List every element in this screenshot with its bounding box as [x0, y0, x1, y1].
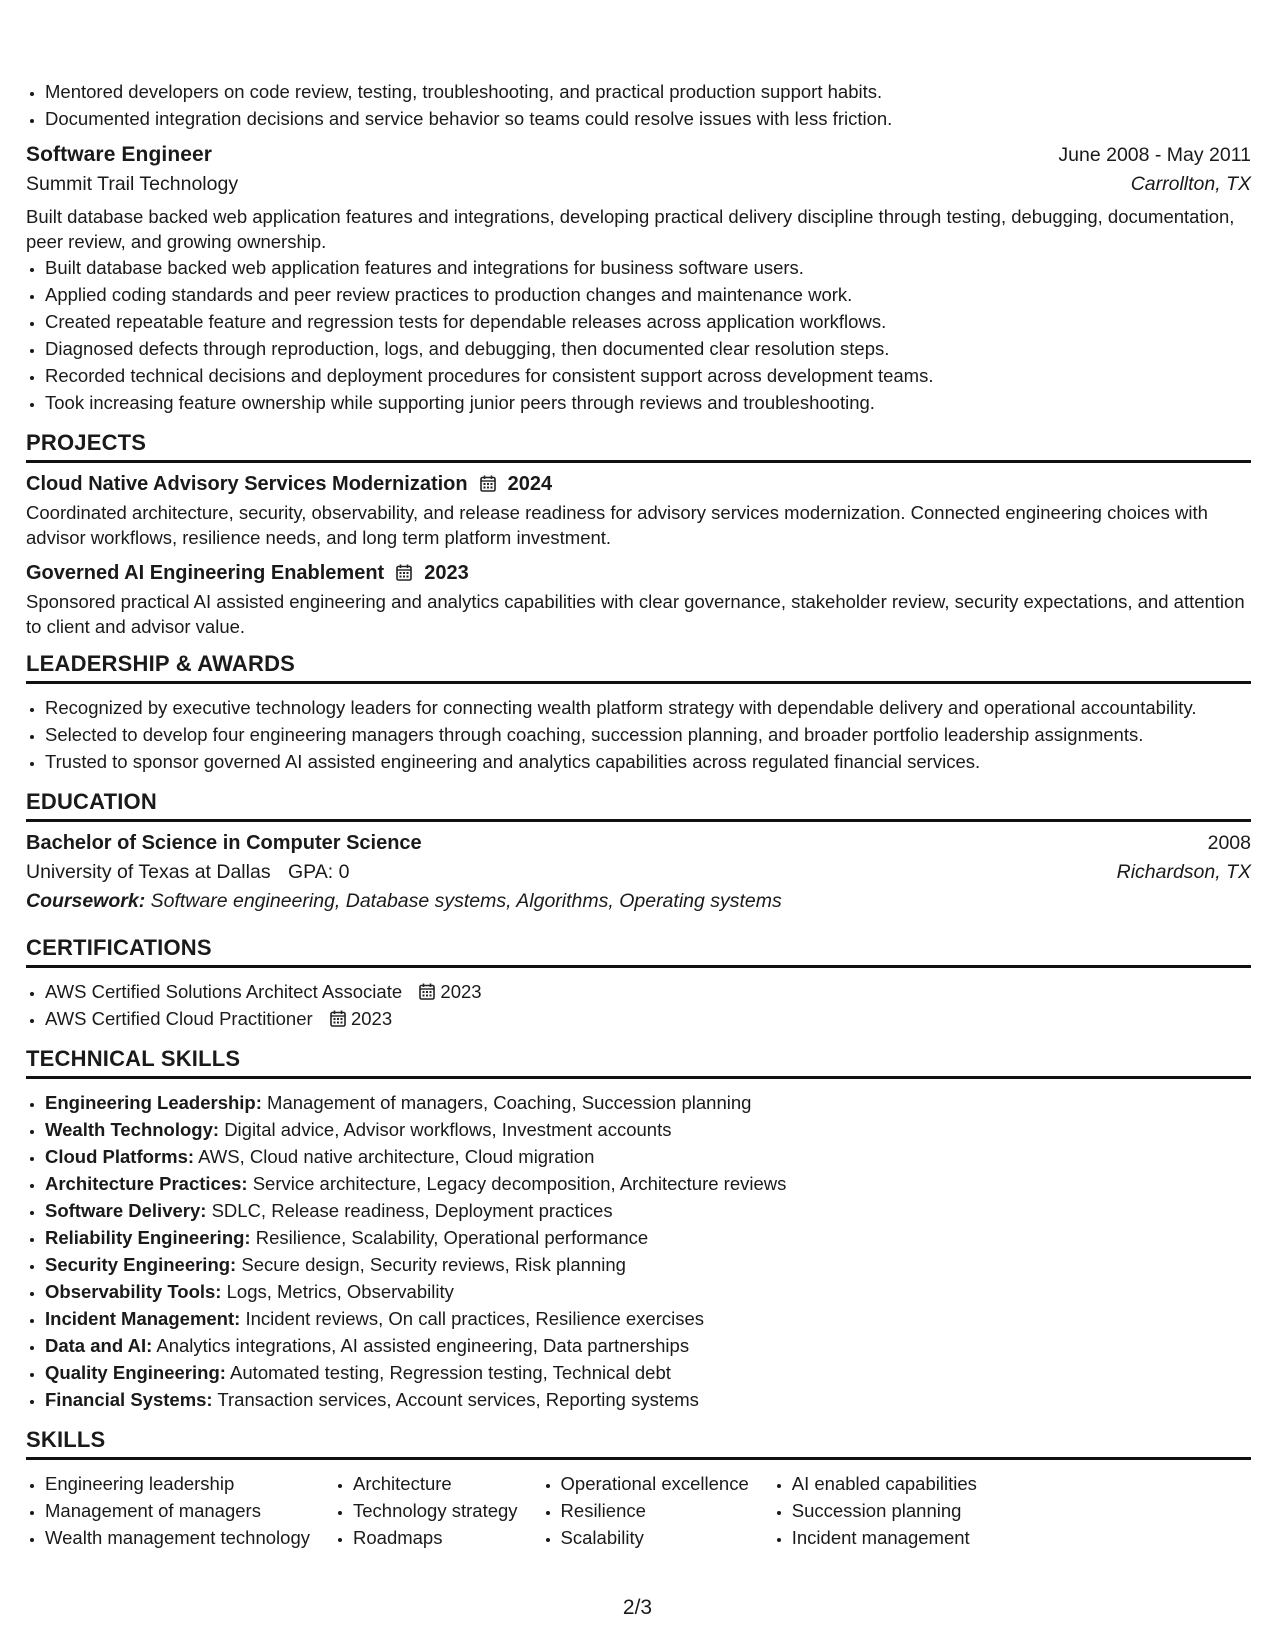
section-heading: LEADERSHIP & AWARDS — [26, 651, 1251, 684]
list-item: • Mentored developers on code review, testing, troubleshooting, and practical production support habits. — [45, 78, 1251, 105]
job-bullets — [26, 254, 1251, 416]
certification-year: 2023 — [350, 1008, 393, 1029]
list-item — [45, 1278, 1251, 1305]
skills-section — [26, 1427, 1251, 1551]
list-item — [45, 1251, 1251, 1278]
skills-column — [542, 1470, 749, 1551]
list-item: • Documented integration decisions and service behavior so teams could resolve issues with less friction. — [45, 105, 1251, 132]
projects-section — [26, 430, 1251, 639]
education-year: 2008 — [1207, 832, 1251, 854]
job-location: Carrollton, TX — [1130, 173, 1251, 195]
list-item: • Selected to develop four engineering managers through coaching, succession planning, and broader portfolio leadership assignments. — [45, 721, 1251, 748]
leadership-bullets — [26, 694, 1251, 775]
skill-category: Quality Engineering: — [45, 1362, 226, 1383]
skill-values: Analytics integrations, AI assisted engineering, Data partnerships — [156, 1335, 690, 1356]
project-year: 2024 — [507, 473, 553, 495]
project-year: 2023 — [424, 562, 469, 584]
list-item: • Trusted to sponsor governed AI assisted engineering and analytics capabilities across regulated financial services. — [45, 748, 1251, 775]
calendar-icon — [419, 981, 435, 1002]
project-name: Governed AI Engineering Enablement — [26, 562, 385, 584]
skill-category: Architecture Practices: — [45, 1173, 248, 1194]
project-description: Sponsored practical AI assisted engineering and analytics capabilities with clear governance, stakeholder review, security expectations, and attention to client and advisor value. — [26, 591, 1245, 637]
list-item: • AI enabled capabilities — [792, 1470, 977, 1497]
skills-grid — [26, 1470, 1251, 1551]
resume-page — [26, 78, 1251, 1551]
list-item: • Scalability — [561, 1524, 749, 1551]
list-item: • Succession planning — [792, 1497, 977, 1524]
project-description: Coordinated architecture, security, observability, and release readiness for advisory services modernization. Connected engineering choices with advisor workflows, resilience needs, and long term platform investment. — [26, 502, 1208, 548]
skill-values: Resilience, Scalability, Operational performance — [255, 1227, 649, 1248]
skills-column — [26, 1470, 310, 1551]
calendar-icon — [480, 473, 496, 496]
job-company: Summit Trail Technology — [26, 173, 239, 195]
education-gpa: GPA: 0 — [288, 861, 350, 883]
leadership-section — [26, 651, 1251, 775]
section-heading: SKILLS — [26, 1427, 1251, 1460]
project-heading — [26, 473, 1251, 496]
skill-values: SDLC, Release readiness, Deployment practices — [211, 1200, 613, 1221]
education-school: University of Texas at Dallas — [26, 861, 271, 883]
list-item — [45, 1005, 1251, 1032]
skill-values: Logs, Metrics, Observability — [226, 1281, 454, 1302]
skill-category: Cloud Platforms: — [45, 1146, 195, 1167]
project-name: Cloud Native Advisory Services Modernization — [26, 473, 468, 495]
list-item — [45, 1386, 1251, 1413]
list-item: • Built database backed web application features and integrations for business software users. — [45, 254, 1251, 281]
list-item — [45, 1359, 1251, 1386]
skill-category: Observability Tools: — [45, 1281, 222, 1302]
skill-values: AWS, Cloud native architecture, Cloud migration — [198, 1146, 595, 1167]
skill-values: Management of managers, Coaching, Succession planning — [267, 1092, 752, 1113]
list-item: • Operational excellence — [561, 1470, 749, 1497]
list-item: • Wealth management technology — [45, 1524, 310, 1551]
skill-values: Incident reviews, On call practices, Resilience exercises — [245, 1308, 705, 1329]
certifications-list — [26, 978, 1251, 1032]
skill-category: Security Engineering: — [45, 1254, 237, 1275]
list-item — [45, 1197, 1251, 1224]
coursework-list: Software engineering, Database systems, Algorithms, Operating systems — [150, 890, 782, 912]
technical-skills-list — [26, 1089, 1251, 1413]
section-heading: PROJECTS — [26, 430, 1251, 463]
job-dates: June 2008 - May 2011 — [1058, 144, 1251, 166]
list-item — [45, 1143, 1251, 1170]
list-item: • Applied coding standards and peer review practices to production changes and maintenance work. — [45, 281, 1251, 308]
skill-category: Financial Systems: — [45, 1389, 213, 1410]
education-section — [26, 789, 1251, 913]
list-item — [45, 978, 1251, 1005]
education-location: Richardson, TX — [1116, 861, 1251, 883]
section-heading: CERTIFICATIONS — [26, 935, 1251, 968]
list-item — [45, 1089, 1251, 1116]
list-item — [45, 1170, 1251, 1197]
list-item — [45, 1332, 1251, 1359]
list-item: • Technology strategy — [353, 1497, 518, 1524]
skill-values: Transaction services, Account services, Reporting systems — [217, 1389, 699, 1410]
experience-tail-bullets — [26, 78, 1251, 132]
skill-category: Engineering Leadership: — [45, 1092, 262, 1113]
section-heading: TECHNICAL SKILLS — [26, 1046, 1251, 1079]
skill-category: Reliability Engineering: — [45, 1227, 251, 1248]
certifications-section — [26, 935, 1251, 1032]
coursework — [26, 890, 1251, 913]
list-item: • Recognized by executive technology leaders for connecting wealth platform strategy with dependable delivery and operational accountability. — [45, 694, 1251, 721]
calendar-icon — [330, 1008, 346, 1029]
list-item — [45, 1305, 1251, 1332]
list-item: • Architecture — [353, 1470, 518, 1497]
page-number: 2/3 — [622, 1596, 653, 1619]
skill-values: Secure design, Security reviews, Risk planning — [241, 1254, 626, 1275]
list-item: • Management of managers — [45, 1497, 310, 1524]
certification-year: 2023 — [440, 981, 482, 1002]
list-item: • Created repeatable feature and regression tests for dependable releases across application workflows. — [45, 308, 1251, 335]
list-item — [45, 1224, 1251, 1251]
certification-name: AWS Certified Cloud Practitioner — [45, 1008, 313, 1029]
calendar-icon — [396, 562, 412, 585]
education-degree: Bachelor of Science in Computer Science — [26, 832, 422, 854]
skill-values: Digital advice, Advisor workflows, Investment accounts — [224, 1119, 672, 1140]
list-item — [45, 1116, 1251, 1143]
list-item: • Roadmaps — [353, 1524, 518, 1551]
skill-values: Automated testing, Regression testing, Technical debt — [230, 1362, 671, 1383]
project-heading — [26, 562, 1251, 585]
list-item: • Took increasing feature ownership while supporting junior peers through reviews and troubleshooting. — [45, 389, 1251, 416]
skill-values: Service architecture, Legacy decomposition, Architecture reviews — [252, 1173, 787, 1194]
certification-name: AWS Certified Solutions Architect Associate — [45, 981, 403, 1002]
list-item: • Diagnosed defects through reproduction, logs, and debugging, then documented clear resolution steps. — [45, 335, 1251, 362]
list-item: • Recorded technical decisions and deployment procedures for consistent support across development teams. — [45, 362, 1251, 389]
list-item: • Resilience — [561, 1497, 749, 1524]
skills-column — [334, 1470, 518, 1551]
list-item: • Engineering leadership — [45, 1470, 310, 1497]
technical-skills-section — [26, 1046, 1251, 1413]
list-item: • Incident management — [792, 1524, 977, 1551]
job-entry — [26, 143, 1251, 416]
skill-category: Data and AI: — [45, 1335, 153, 1356]
section-heading: EDUCATION — [26, 789, 1251, 822]
skill-category: Wealth Technology: — [45, 1119, 220, 1140]
coursework-label: Coursework: — [26, 890, 146, 912]
skill-category: Software Delivery: — [45, 1200, 207, 1221]
skills-column — [773, 1470, 977, 1551]
job-summary: Built database backed web application features and integrations, developing practical delivery discipline through testing, debugging, documentation, peer review, and growing ownership. — [26, 206, 1235, 252]
skill-category: Incident Management: — [45, 1308, 241, 1329]
job-title: Software Engineer — [26, 143, 213, 166]
